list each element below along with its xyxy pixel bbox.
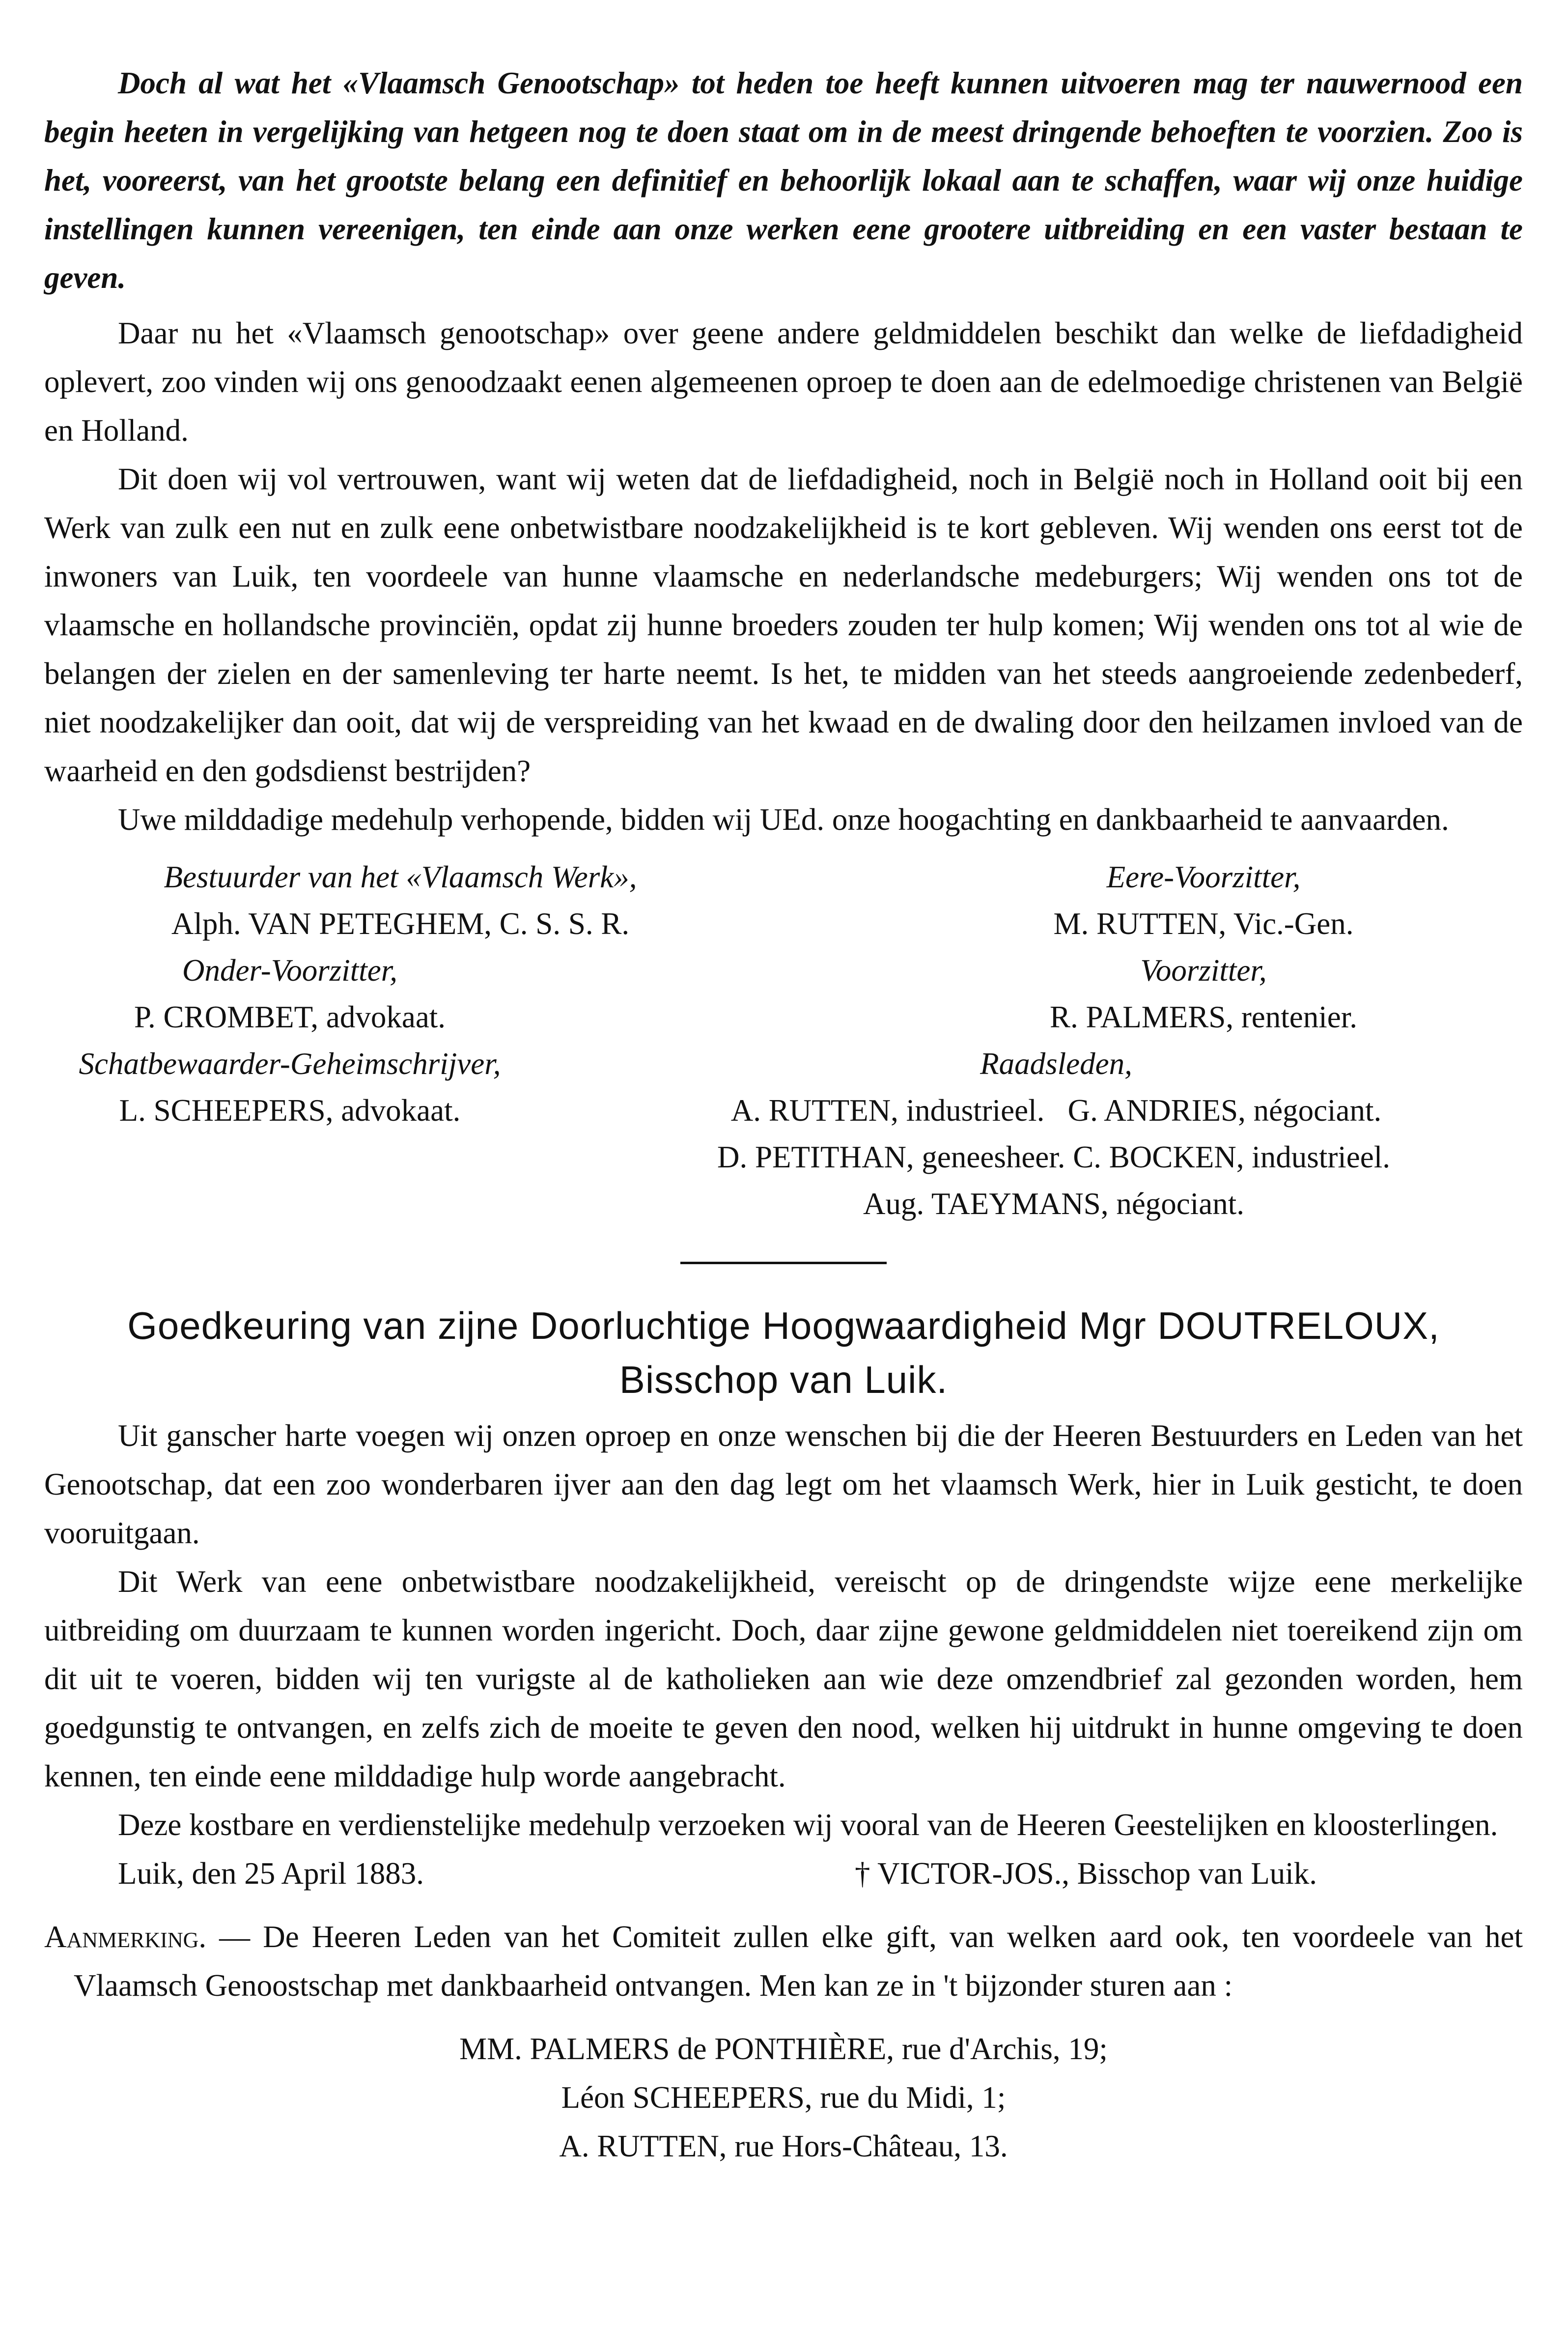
approval-dateline	[44, 1849, 1523, 1898]
council-line-2: D. PETITHAN, geneesheer. C. BOCKEN, industrieel.	[717, 1140, 1390, 1174]
honorary-chair-name: M. RUTTEN, Vic.-Gen.	[1053, 906, 1354, 941]
director-name: Alph. VAN PETEGHEM, C. S. S. R.	[171, 906, 630, 941]
chair-name: R. PALMERS, rentenier.	[1050, 1000, 1357, 1034]
address-line: A. RUTTEN, rue Hors-Château, 13.	[559, 2129, 1008, 2163]
chair-title: Voorzitter,	[1140, 953, 1267, 988]
approval-heading: Goedkeuring van zijne Doorluchtige Hoogwaardigheid Mgr DOUTRELOUX, Bisschop van Luik.	[127, 1304, 1440, 1401]
document-page	[44, 59, 1523, 2171]
signatory-row-3	[44, 1041, 1523, 1134]
vice-chair-name: P. CROMBET, advokaat.	[134, 1000, 446, 1034]
council-line-3: Aug. TAEYMANS, négociant.	[863, 1187, 1244, 1221]
treasurer-title: Schatbewaarder-Geheimschrijver,	[79, 1047, 501, 1081]
director-title: Bestuurder van het «Vlaamsch Werk»,	[164, 860, 637, 894]
bishop-signature: † VICTOR-JOS., Bisschop van Luik.	[855, 1856, 1317, 1891]
note-text: — De Heeren Leden van het Comiteit zullen elke gift, van welken aard ook, ten voordeele van het Vlaamsch Genoostschap met dankbaarheid ontvangen. Men kan ze in 't bijzonder sturen aan :	[74, 1920, 1523, 2003]
address-line: MM. PALMERS de PONTHIÈRE, rue d'Archis, 19;	[459, 2032, 1108, 2066]
approval-paragraph-3: Deze kostbare en verdienstelijke medehulp verzoeken wij vooral van de Heeren Geestelijken en kloosterlingen.	[118, 1808, 1498, 1842]
approval-date: Luik, den 25 April 1883.	[118, 1856, 424, 1891]
body-paragraph-1: Daar nu het «Vlaamsch genootschap» over geene andere geldmiddelen beschikt dan welke de liefdadigheid oplevert, zoo vinden wij ons genoodzaakt eenen algemeenen oproep te doen aan de edelmoedige christenen van België en Holland.	[44, 316, 1523, 448]
intro-paragraph: Doch al wat het «Vlaamsch Genootschap» tot heden toe heeft kunnen uitvoeren mag ter nauwernood een begin heeten in vergelijking van hetgeen nog te doen staat om in de meest dringende behoeften te voorzien. Zoo is het, vooreerst, van het grootste belang een definitief en behoorlijk lokaal aan te schaffen, waar wij onze huidige instellingen kunnen vereenigen, ten einde aan onze werken eene grootere uitbreiding en een vaster bestaan te geven.	[44, 66, 1523, 295]
honorary-chair-title: Eere-Voorzitter,	[1106, 860, 1301, 894]
note-label: Aanmerking.	[44, 1920, 207, 1954]
approval-paragraph-1: Uit ganscher harte voegen wij onzen oproep en onze wenschen bij die der Heeren Bestuurders en Leden van het Genootschap, dat een zoo wonderbaren ijver aan den dag legt om het vlaamsch Werk, hier in Luik gesticht, te doen vooruitgaan.	[44, 1418, 1523, 1550]
section-divider	[680, 1262, 887, 1264]
treasurer-name: L. SCHEEPERS, advokaat.	[119, 1093, 461, 1128]
body-paragraph-2: Dit doen wij vol vertrouwen, want wij weten dat de liefdadigheid, noch in België noch in Holland ooit bij een Werk van zulk een nut en zulk eene onbetwistbare noodzakelijkheid is te kort gebleven. Wij wenden ons eerst tot de inwoners van Luik, ten voordeele van hunne vlaamsche en nederlandsche medeburgers; Wij wenden ons tot de vlaamsche en hollandsche provinciën, opdat zij hunne broeders zouden ter hulp komen; Wij wenden ons tot al wie de belangen der zielen en der samenleving ter harte neemt. Is het, te midden van het steeds aangroeiende zedenbederf, niet noodzakelijker dan ooit, dat wij de verspreiding van het kwaad en de dwaling door den heilzamen invloed van de waarheid en den godsdienst bestrijden?	[44, 462, 1523, 788]
vice-chair-title: Onder-Voorzitter,	[182, 953, 397, 988]
approval-paragraph-2: Dit Werk van eene onbetwistbare noodzakelijkheid, vereischt op de dringendste wijze eene merkelijke uitbreiding om duurzaam te kunnen worden ingericht. Doch, daar zijne gewone geldmiddelen niet toereikend zijn om dit uit te voeren, bidden wij ten vurigste al de katholieken aan wie deze omzendbrief zal gezonden worden, hem goedgunstig te ontvangen, en zelfs zich de moeite te geven den nood, welken hij uitdrukt in hunne omgeving te doen kennen, ten einde eene milddadige hulp worde aangebracht.	[44, 1564, 1523, 1793]
body-paragraph-3: Uwe milddadige medehulp verhopende, bidden wij UEd. onze hoogachting en dankbaarheid te aanvaarden.	[118, 802, 1449, 837]
council-title: Raadsleden,	[980, 1047, 1132, 1081]
signatory-row-2	[44, 947, 1523, 1041]
signatories-block	[44, 854, 1523, 1227]
council-line-1: A. RUTTEN, industrieel. G. ANDRIES, négociant.	[730, 1093, 1382, 1128]
note-paragraph	[44, 1913, 1523, 2010]
address-list	[44, 2025, 1523, 2171]
address-line: Léon SCHEEPERS, rue du Midi, 1;	[561, 2080, 1006, 2115]
signatory-row-1	[44, 854, 1523, 947]
